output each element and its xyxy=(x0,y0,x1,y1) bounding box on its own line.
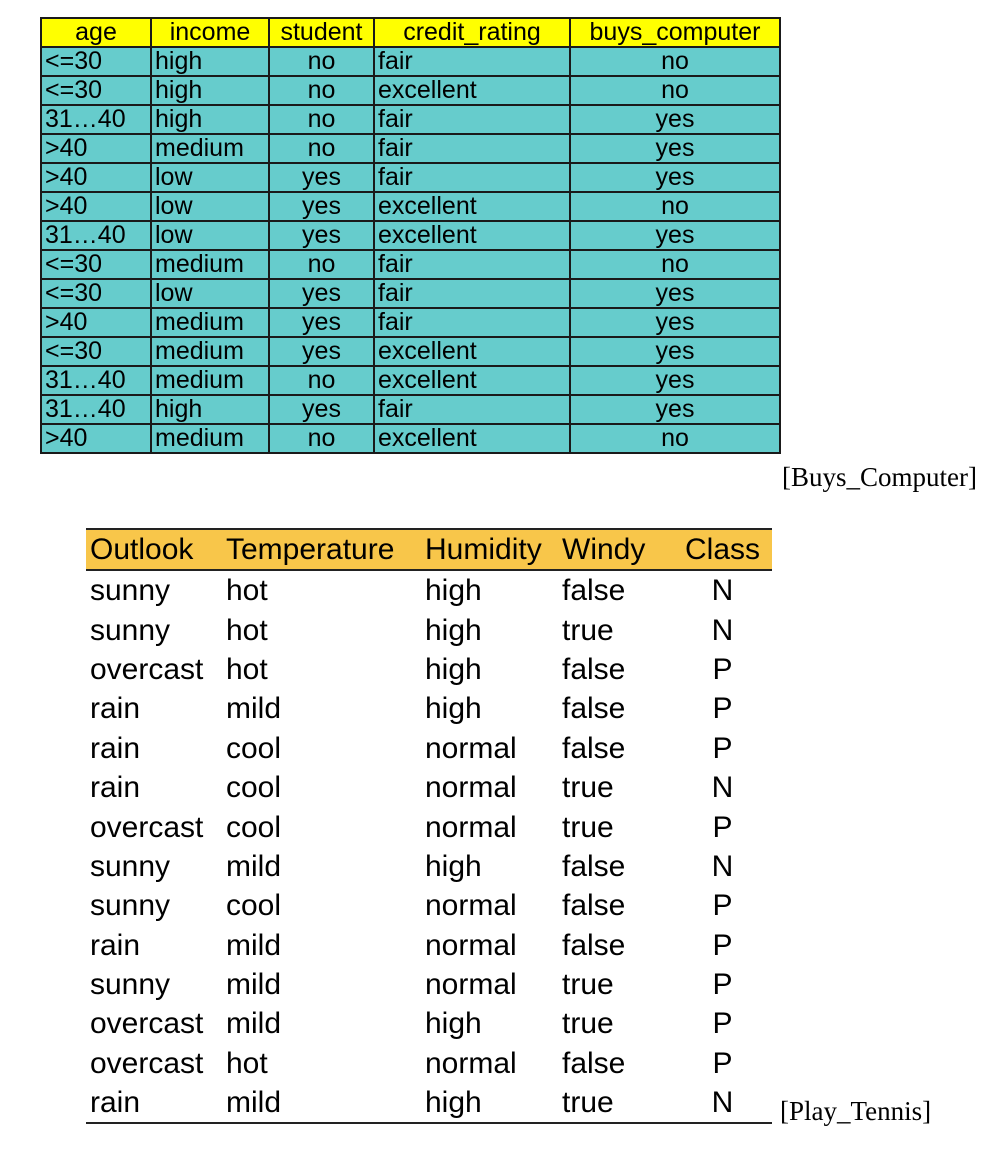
cell-class: P xyxy=(712,1007,733,1041)
cell-outlook: sunny xyxy=(90,968,171,1002)
table-row xyxy=(86,965,772,1004)
cell-class: N xyxy=(711,613,734,647)
cell-humidity: high xyxy=(425,652,482,686)
table-row xyxy=(41,105,780,134)
cell-outlook: rain xyxy=(86,1083,222,1123)
cell-windy: false xyxy=(562,731,626,765)
table-row xyxy=(41,47,780,76)
cell-temperature: mild xyxy=(226,1007,282,1041)
cell-class: N xyxy=(711,771,734,805)
table-row xyxy=(41,279,780,308)
cell-outlook: sunny xyxy=(90,613,171,647)
table-row xyxy=(86,570,772,610)
cell-temperature: cool xyxy=(226,889,282,923)
column-header-age: age xyxy=(41,18,151,47)
cell-student: yes xyxy=(269,192,374,221)
cell-income: high xyxy=(151,105,269,134)
table-row xyxy=(86,1004,772,1043)
cell-buys-computer: yes xyxy=(570,105,780,134)
buys-computer-table xyxy=(40,17,781,454)
cell-humidity: normal xyxy=(425,771,517,805)
table-row xyxy=(86,768,772,807)
play-tennis-table-body xyxy=(86,570,772,1123)
cell-income: medium xyxy=(151,308,269,337)
cell-age: >40 xyxy=(41,308,151,337)
cell-age: <=30 xyxy=(41,47,151,76)
cell-student: yes xyxy=(269,395,374,424)
cell-humidity: high xyxy=(425,1007,482,1041)
table-row xyxy=(41,337,780,366)
table-row xyxy=(86,610,772,649)
cell-humidity: normal xyxy=(425,810,517,844)
cell-age: >40 xyxy=(41,134,151,163)
cell-temperature: hot xyxy=(226,652,268,686)
cell-buys-computer: no xyxy=(570,76,780,105)
cell-humidity: high xyxy=(421,1083,558,1123)
cell-outlook: overcast xyxy=(90,810,204,844)
cell-buys-computer: yes xyxy=(570,221,780,250)
column-header-credit-rating: credit_rating xyxy=(374,18,570,47)
table-row xyxy=(41,250,780,279)
cell-age: <=30 xyxy=(41,279,151,308)
cell-credit-rating: excellent xyxy=(374,192,570,221)
cell-temperature: cool xyxy=(226,731,282,765)
cell-class: N xyxy=(711,574,734,608)
cell-income: medium xyxy=(151,250,269,279)
cell-temperature: cool xyxy=(226,771,282,805)
column-header-outlook: Outlook xyxy=(86,529,222,570)
buys-computer-table-body xyxy=(41,47,780,453)
column-header-student: student xyxy=(269,18,374,47)
cell-income: low xyxy=(151,221,269,250)
table-row xyxy=(41,76,780,105)
table-row xyxy=(41,366,780,395)
cell-age: <=30 xyxy=(41,337,151,366)
cell-income: high xyxy=(151,395,269,424)
table-row xyxy=(86,650,772,689)
cell-student: yes xyxy=(269,308,374,337)
cell-class: P xyxy=(712,652,733,686)
cell-windy: true xyxy=(562,613,614,647)
cell-class: P xyxy=(712,692,733,726)
cell-buys-computer: yes xyxy=(570,279,780,308)
cell-income: low xyxy=(151,163,269,192)
cell-buys-computer: no xyxy=(570,47,780,76)
table-row xyxy=(41,134,780,163)
cell-windy: false xyxy=(562,652,626,686)
cell-credit-rating: excellent xyxy=(374,221,570,250)
table-row xyxy=(41,424,780,453)
cell-buys-computer: no xyxy=(570,192,780,221)
cell-humidity: normal xyxy=(425,968,517,1002)
cell-buys-computer: yes xyxy=(570,337,780,366)
cell-credit-rating: fair xyxy=(374,279,570,308)
cell-outlook: sunny xyxy=(90,574,171,608)
cell-income: high xyxy=(151,76,269,105)
cell-windy: false xyxy=(562,1046,626,1080)
cell-buys-computer: yes xyxy=(570,134,780,163)
cell-humidity: high xyxy=(425,692,482,726)
column-header-temperature: Temperature xyxy=(222,529,421,570)
cell-credit-rating: fair xyxy=(374,134,570,163)
cell-windy: false xyxy=(562,574,626,608)
cell-windy: false xyxy=(562,889,626,923)
cell-age: >40 xyxy=(41,424,151,453)
cell-age: 31…40 xyxy=(41,395,151,424)
column-header-class: Class xyxy=(673,529,772,570)
cell-student: yes xyxy=(269,221,374,250)
cell-credit-rating: excellent xyxy=(374,76,570,105)
table-row xyxy=(41,308,780,337)
cell-student: yes xyxy=(269,163,374,192)
cell-class: P xyxy=(712,810,733,844)
cell-age: >40 xyxy=(41,163,151,192)
cell-income: medium xyxy=(151,134,269,163)
cell-temperature: hot xyxy=(226,1046,268,1080)
column-header-windy: Windy xyxy=(558,529,673,570)
cell-income: low xyxy=(151,279,269,308)
cell-credit-rating: excellent xyxy=(374,337,570,366)
column-header-income: income xyxy=(151,18,269,47)
table-header-row xyxy=(86,529,772,570)
cell-buys-computer: yes xyxy=(570,163,780,192)
cell-age: <=30 xyxy=(41,76,151,105)
cell-credit-rating: fair xyxy=(374,395,570,424)
cell-student: no xyxy=(269,250,374,279)
cell-credit-rating: fair xyxy=(374,105,570,134)
cell-age: <=30 xyxy=(41,250,151,279)
cell-income: medium xyxy=(151,366,269,395)
cell-humidity: normal xyxy=(425,1046,517,1080)
cell-windy: false xyxy=(562,928,626,962)
column-header-humidity: Humidity xyxy=(421,529,558,570)
cell-income: low xyxy=(151,192,269,221)
cell-income: high xyxy=(151,47,269,76)
cell-outlook: rain xyxy=(90,771,141,805)
cell-buys-computer: yes xyxy=(570,366,780,395)
cell-humidity: high xyxy=(425,849,482,883)
cell-credit-rating: fair xyxy=(374,47,570,76)
cell-class: P xyxy=(712,731,733,765)
cell-outlook: sunny xyxy=(90,889,171,923)
cell-outlook: overcast xyxy=(90,652,204,686)
cell-humidity: normal xyxy=(425,889,517,923)
cell-credit-rating: excellent xyxy=(374,424,570,453)
table-row xyxy=(86,807,772,846)
cell-temperature: hot xyxy=(226,574,268,608)
table-row xyxy=(41,163,780,192)
cell-student: no xyxy=(269,366,374,395)
table-row xyxy=(86,847,772,886)
cell-credit-rating: fair xyxy=(374,308,570,337)
table-row xyxy=(86,729,772,768)
cell-outlook: sunny xyxy=(90,849,171,883)
cell-credit-rating: fair xyxy=(374,163,570,192)
play-tennis-table xyxy=(86,528,772,1124)
cell-buys-computer: yes xyxy=(570,308,780,337)
cell-credit-rating: fair xyxy=(374,250,570,279)
cell-age: 31…40 xyxy=(41,221,151,250)
table-row xyxy=(86,689,772,728)
cell-outlook: rain xyxy=(90,928,141,962)
cell-windy: true xyxy=(558,1083,673,1123)
cell-student: yes xyxy=(269,337,374,366)
cell-class: P xyxy=(712,968,733,1002)
cell-income: medium xyxy=(151,424,269,453)
cell-buys-computer: no xyxy=(570,250,780,279)
cell-outlook: rain xyxy=(90,731,141,765)
table-row xyxy=(86,886,772,925)
cell-temperature: mild xyxy=(222,1083,421,1123)
cell-temperature: mild xyxy=(226,968,282,1002)
column-header-buys-computer: buys_computer xyxy=(570,18,780,47)
table-row xyxy=(86,1083,772,1123)
cell-credit-rating: excellent xyxy=(374,366,570,395)
cell-age: >40 xyxy=(41,192,151,221)
table-row xyxy=(86,1044,772,1083)
table-header-row xyxy=(41,18,780,47)
cell-class: P xyxy=(712,1046,733,1080)
cell-buys-computer: yes xyxy=(570,395,780,424)
cell-class: P xyxy=(712,928,733,962)
cell-age: 31…40 xyxy=(41,366,151,395)
cell-windy: true xyxy=(562,968,614,1002)
cell-student: no xyxy=(269,76,374,105)
cell-age: 31…40 xyxy=(41,105,151,134)
cell-temperature: mild xyxy=(226,692,282,726)
cell-class: N xyxy=(673,1083,772,1123)
buys-computer-caption: [Buys_Computer] xyxy=(782,462,977,492)
cell-windy: true xyxy=(562,771,614,805)
cell-class: P xyxy=(712,889,733,923)
cell-temperature: cool xyxy=(226,810,282,844)
cell-student: no xyxy=(269,424,374,453)
table-row xyxy=(41,192,780,221)
cell-buys-computer: no xyxy=(570,424,780,453)
cell-temperature: mild xyxy=(226,928,282,962)
table-row xyxy=(86,926,772,965)
cell-temperature: mild xyxy=(226,849,282,883)
table-row xyxy=(41,395,780,424)
cell-windy: false xyxy=(562,692,626,726)
play-tennis-caption: [Play_Tennis] xyxy=(780,1096,932,1126)
cell-student: no xyxy=(269,47,374,76)
cell-temperature: hot xyxy=(226,613,268,647)
cell-outlook: overcast xyxy=(90,1046,204,1080)
cell-student: no xyxy=(269,134,374,163)
cell-windy: true xyxy=(562,1007,614,1041)
table-row xyxy=(41,221,780,250)
cell-humidity: high xyxy=(425,574,482,608)
cell-class: N xyxy=(711,849,734,883)
cell-humidity: normal xyxy=(425,731,517,765)
cell-outlook: overcast xyxy=(90,1007,204,1041)
cell-humidity: normal xyxy=(425,928,517,962)
cell-student: yes xyxy=(269,279,374,308)
cell-outlook: rain xyxy=(90,692,141,726)
cell-humidity: high xyxy=(425,613,482,647)
cell-income: medium xyxy=(151,337,269,366)
cell-student: no xyxy=(269,105,374,134)
cell-windy: true xyxy=(562,810,614,844)
cell-windy: false xyxy=(562,849,626,883)
